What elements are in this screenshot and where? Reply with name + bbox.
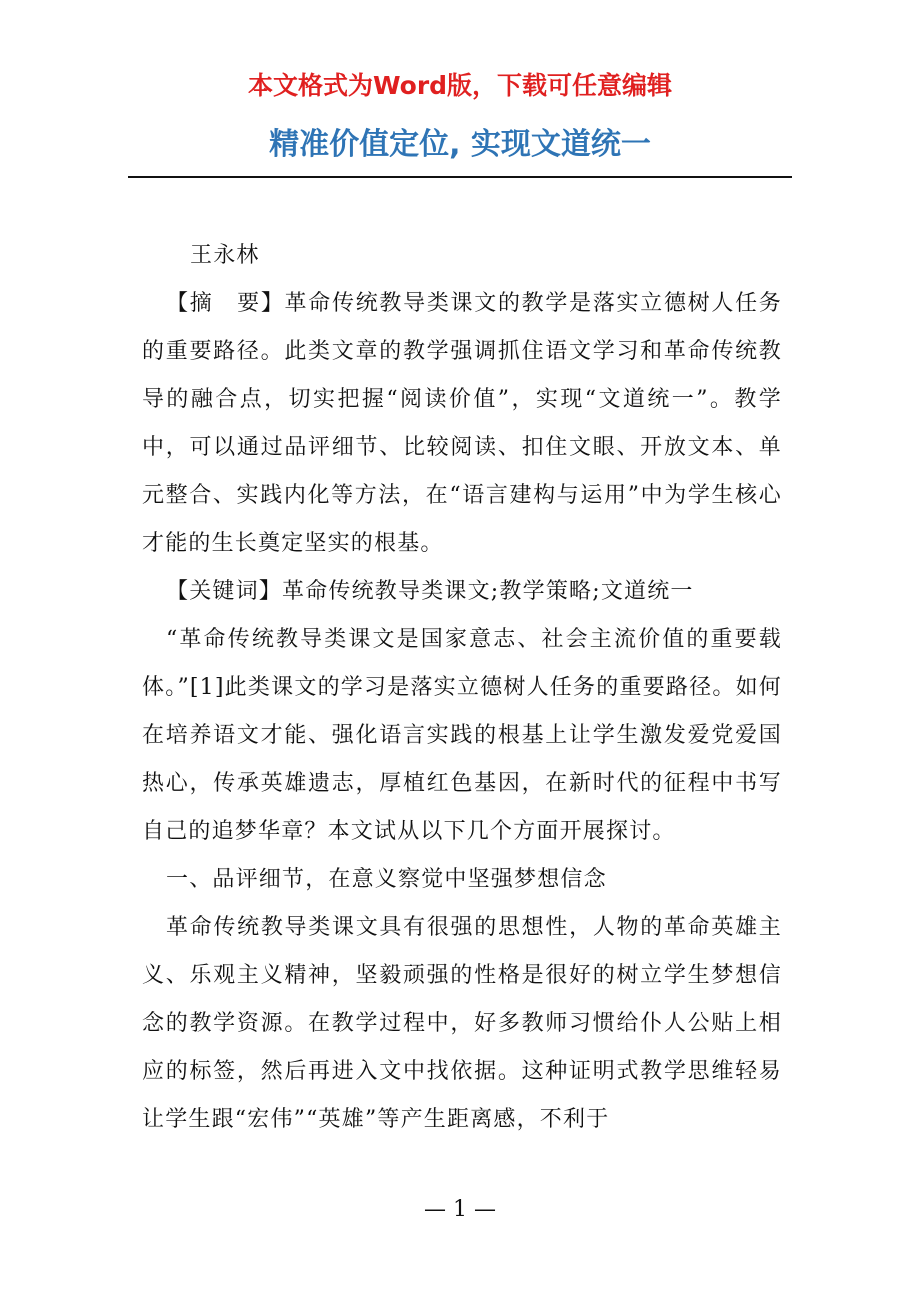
page-number: — 1 — — [424, 1197, 496, 1222]
abstract-paragraph: 【摘 要】革命传统教导类课文的教学是落实立德树人任务的重要路径。此类文章的教学强调抓住语文学习和革命传统教导的融合点，切实把握“阅读价值”，实现“文道统一”。教学中，可以通过品评细节、比较阅读、扣住文眼、开放文本、单元整合、实践内化等方法，在“语言建构与运用”中为学生核心才能的生长奠定坚实的根基。 — [142, 291, 782, 556]
title-divider — [128, 176, 792, 178]
article-body — [142, 232, 782, 1144]
section-heading: 一、品评细节，在意义察觉中坚强梦想信念 — [166, 867, 607, 892]
intro-paragraph: “革命传统教导类课文是国家意志、社会主流价值的重要载体。”[1]此类课文的学习是落实立德树人任务的重要路径。如何在培养语文才能、强化语言实践的根基上让学生激发爱党爱国热心，传承英雄遗志，厚植红色基因，在新时代的征程中书写自己的追梦华章？本文试从以下几个方面开展探讨。 — [142, 627, 782, 844]
section-paragraph: 革命传统教导类课文具有很强的思想性，人物的革命英雄主义、乐观主义精神，坚毅顽强的性格是很好的树立学生梦想信念的教学资源。在教学过程中，好多教师习惯给仆人公贴上相应的标签，然后再进入文中找依据。这种证明式教学思维轻易让学生跟“宏伟”“英雄”等产生距离感，不利于 — [142, 915, 782, 1132]
article-title: 精准价值定位, 实现文道统一 — [269, 127, 651, 162]
author-name: 王永林 — [190, 243, 260, 268]
keywords-paragraph: 【关键词】革命传统教导类课文;教学策略;文道统一 — [166, 579, 694, 604]
download-banner: 本文格式为Word版，下载可任意编辑 — [247, 71, 673, 100]
